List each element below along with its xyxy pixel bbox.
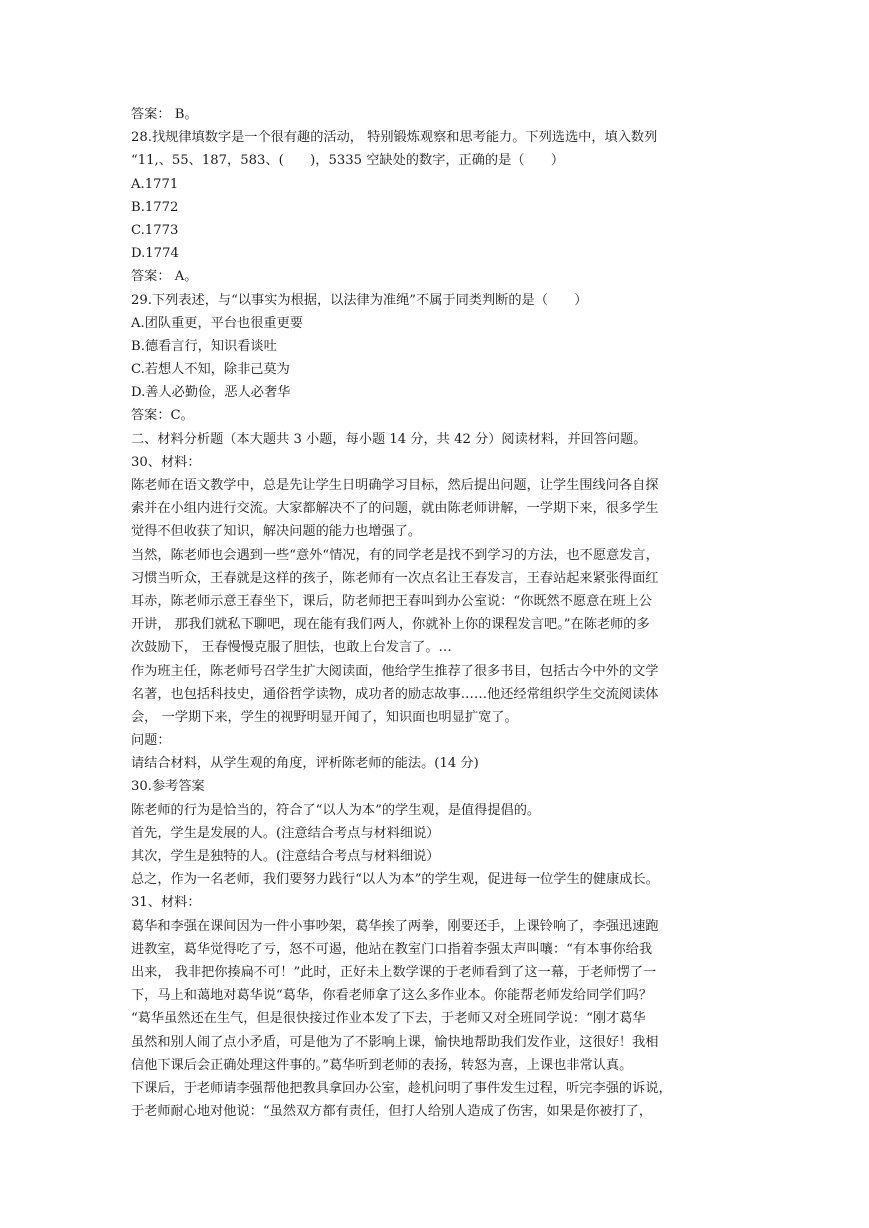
text-line: 答案：C。 [131, 408, 194, 424]
text-line: 觉得不但收获了知识，解决问题的能力也增强了。 [131, 524, 422, 540]
text-line: C.若想人不知，除非己莫为 [131, 362, 290, 378]
text-line: D.善人必勤俭，恶人必奢华 [131, 385, 291, 401]
text-line: 进教室，葛华觉得吃了亏，怒不可遏，他站在教室门口指着李强太声叫嚷：“有本事你给我 [131, 941, 653, 957]
text-line: 30.参考答案 [131, 779, 205, 795]
text-line: 首先，学生是发展的人。(注意结合考点与材料细说） [131, 825, 440, 841]
text-line: A.团队重更，平台也很重更要 [131, 315, 303, 331]
text-line: 当然，陈老师也会遇到一些“意外“情况，有的同学老是找不到学习的方法，也不愿意发言， [131, 547, 659, 563]
text-line: 作为班主任，陈老师号召学生扩大阅读面，他给学生推荐了很多书目，包括古今中外的文学 [131, 663, 659, 679]
text-line: D.1774 [131, 246, 179, 262]
text-line: 答案： B。 [131, 107, 198, 122]
text-line: B.德看言行，知识看谈吐 [131, 338, 277, 354]
text-line: 问题： [131, 733, 171, 749]
text-line: “葛华虽然还在生气，但是很快接过作业本发了下去，于老师又对全班同学说：“刚才葛华 [131, 1011, 646, 1027]
text-line: 耳赤，陈老师示意王春坐下，课后，防老师把王春叫到办公室说：“你既然不愿意在班上公 [131, 593, 653, 609]
text-line: 名著，也包括科技史，通俗哲学读物，成功者的励志故事……他还经常组织学生交流阅读体 [131, 686, 659, 702]
text-line: A.1771 [131, 176, 179, 192]
text-line: 答案： A。 [131, 269, 198, 285]
text-line: 葛华和李强在课间因为一件小事吵架，葛华挨了两拳，刚要还手，上课铃响了，李强迅速跑 [131, 918, 659, 934]
text-line: 习惯当听众，王春就是这样的孩子，陈老师有一次点名让王春发言，王春站起来紧张得面红 [131, 570, 659, 586]
text-line: “11,、55、187，583、( )，5335 空缺处的数字，正确的是（ ） [131, 153, 565, 169]
text-line: 31、材料： [131, 895, 201, 911]
text-line: C.1773 [131, 222, 179, 238]
text-line: 于老师耐心地对他说：“虽然双方都有责任，但打人给别人造成了伤害，如果是你被打了， [131, 1104, 653, 1120]
text-line: 其次，学生是独特的人。(注意结合考点与材料细说） [131, 849, 440, 864]
text-line: 信他下课后会正确处理这件事的。”葛华听到老师的表扬，转怒为喜，上课也非常认真。 [131, 1057, 633, 1073]
text-line: 开讲， 那我们就私下聊吧，现在能有我们两人，你就补上你的课程发言吧。”在陈老师的多 [131, 617, 650, 633]
text-line: 请结合材料，从学生观的角度，评析陈老师的能法。(14 分) [131, 756, 479, 772]
text-line: 29.下列表述，与“以事实为根据，以法律为准绳”不属于同类判断的是（ ） [131, 292, 588, 308]
text-line: 陈老师的行为是恰当的，符合了“以人为本”的学生观，是值得提倡的。 [131, 802, 541, 818]
text-line: 下，马上和蔼地对葛华说“葛华，你看老师拿了这么多作业本。你能帮老师发给同学们吗？ [131, 988, 653, 1004]
text-line: 28.找规律填数字是一个很有趣的活动， 特别锻炼观察和思考能力。下列选选中，填入数列 [131, 130, 658, 146]
text-line: 出来， 我非把你揍扁不可！”此时，正好未上数学课的于老师看到了这一幕，于老师愣了一 [131, 964, 657, 980]
text-line: 下课后，于老师请李强帮他把教具拿回办公室，趁机问明了事件发生过程，听完李强的诉说， [131, 1080, 672, 1096]
text-line: 会， 一学期下来，学生的视野明显开闻了，知识面也明显扩宽了。 [131, 709, 518, 725]
text-line: 索并在小组内进行交流。大家都解决不了的问题，就由陈老师讲解，一学期下来，很多学生 [131, 501, 659, 517]
text-line: 总之，作为一名老师，我们要努力践行“以人为本”的学生观，促进每一位学生的健康成长。 [131, 872, 659, 888]
text-line: 陈老师在语文教学中，总是先让学生日明确学习目标，然后提出问题，让学生围线问各自探 [131, 478, 659, 493]
text-line: 虽然和别人闹了点小矛盾，可是他为了不影响上课，愉快地帮助我们发作业，这很好！我相 [131, 1034, 659, 1050]
text-line: 二、材料分析题（本大题共 3 小题，每小题 14 分，共 42 分）阅读材料，并回答问题。 [131, 431, 647, 447]
document-body [131, 103, 743, 1123]
text-line: 30、材料： [131, 454, 201, 470]
text-line: B.1772 [131, 199, 179, 215]
text-line: 次鼓励下， 王春慢慢克服了胆怯，也敢上台发言了。… [131, 640, 452, 656]
